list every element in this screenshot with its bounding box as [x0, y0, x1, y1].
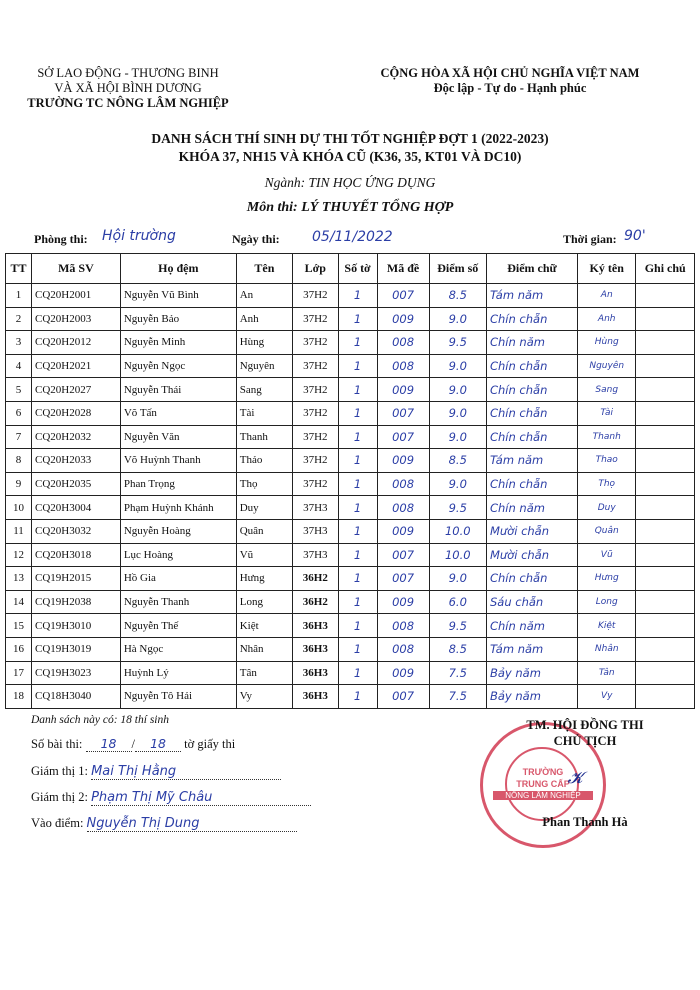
cell-note: [636, 614, 695, 638]
supervisor-1-signature: Mai Thị Hằng: [91, 764, 281, 780]
cell-student-id: CQ20H3018: [32, 543, 121, 567]
cell-surname: Nguyễn Bảo: [120, 307, 236, 331]
room-value: Hội trường: [102, 228, 176, 244]
cell-tt: 11: [6, 519, 32, 543]
column-header: Ghi chú: [636, 254, 695, 284]
cell-class: 36H3: [293, 637, 339, 661]
cell-first-name: Nhân: [236, 637, 292, 661]
cell-first-name: Tài: [236, 401, 292, 425]
cell-first-name: Duy: [236, 496, 292, 520]
cell-score-number: 9.0: [429, 378, 486, 402]
score-entry-line: [31, 816, 297, 832]
cell-tt: 4: [6, 354, 32, 378]
column-header: Điểm số: [429, 254, 486, 284]
cell-exam-code: 007: [377, 685, 429, 709]
cell-sheet-count: 1: [338, 567, 377, 591]
cell-first-name: An: [236, 284, 292, 308]
cell-score-words: Sáu chẵn: [486, 590, 577, 614]
supervisor-2-line: [31, 790, 311, 806]
cell-signature: Tài: [577, 401, 636, 425]
cell-tt: 1: [6, 284, 32, 308]
cell-first-name: Thảo: [236, 449, 292, 473]
cell-sheet-count: 1: [338, 496, 377, 520]
cell-score-number: 7.5: [429, 661, 486, 685]
cell-score-number: 9.5: [429, 496, 486, 520]
cell-surname: Võ Tấn: [120, 401, 236, 425]
cell-student-id: CQ20H2033: [32, 449, 121, 473]
cell-note: [636, 425, 695, 449]
table-row: [6, 284, 695, 308]
cell-exam-code: 007: [377, 567, 429, 591]
cell-surname: Nguyễn Hoàng: [120, 519, 236, 543]
table-row: [6, 543, 695, 567]
cell-score-number: 9.0: [429, 401, 486, 425]
cell-exam-code: 007: [377, 284, 429, 308]
table-row: [6, 472, 695, 496]
cell-tt: 14: [6, 590, 32, 614]
cell-sheet-count: 1: [338, 354, 377, 378]
table-row: [6, 449, 695, 473]
major-label: Ngành: TIN HỌC ỨNG DỤNG: [264, 175, 436, 190]
cell-first-name: Hưng: [236, 567, 292, 591]
cell-surname: Nguyễn Văn: [120, 425, 236, 449]
cell-sheet-count: 1: [338, 543, 377, 567]
table-row: [6, 590, 695, 614]
cell-surname: Nguyễn Tô Hải: [120, 685, 236, 709]
cell-sheet-count: 1: [338, 401, 377, 425]
cell-score-number: 8.5: [429, 284, 486, 308]
cell-signature: Vũ: [577, 543, 636, 567]
cell-exam-code: 009: [377, 661, 429, 685]
cell-score-words: Chín chẵn: [486, 401, 577, 425]
column-header: TT: [6, 254, 32, 284]
cell-note: [636, 496, 695, 520]
cell-note: [636, 401, 695, 425]
cell-score-words: Chín chẵn: [486, 354, 577, 378]
table-row: [6, 496, 695, 520]
cell-score-number: 9.0: [429, 354, 486, 378]
table-row: [6, 685, 695, 709]
cell-score-words: Chín chẵn: [486, 472, 577, 496]
cell-note: [636, 284, 695, 308]
cell-surname: Hà Ngọc: [120, 637, 236, 661]
cell-tt: 16: [6, 637, 32, 661]
cell-surname: Hồ Gia: [120, 567, 236, 591]
candidate-table: [5, 253, 695, 709]
cell-signature: Long: [577, 590, 636, 614]
cell-student-id: CQ18H3040: [32, 685, 121, 709]
cell-first-name: Tân: [236, 661, 292, 685]
cell-score-number: 9.5: [429, 614, 486, 638]
cell-surname: Nguyễn Minh: [120, 331, 236, 355]
cell-signature: Nguyên: [577, 354, 636, 378]
table-row: [6, 661, 695, 685]
cell-student-id: CQ19H3023: [32, 661, 121, 685]
cell-score-words: Chín năm: [486, 496, 577, 520]
supervisor-2-signature: Phạm Thị Mỹ Châu: [91, 790, 311, 806]
cell-sheet-count: 1: [338, 284, 377, 308]
council-title: TM. HỘI ĐỒNG THI: [526, 718, 644, 732]
cell-score-number: 9.0: [429, 472, 486, 496]
cell-student-id: CQ20H2001: [32, 284, 121, 308]
cell-signature: Hùng: [577, 331, 636, 355]
papers-label: Số bài thi:: [31, 737, 83, 751]
cell-student-id: CQ19H3010: [32, 614, 121, 638]
column-header: Ký tên: [577, 254, 636, 284]
cell-signature: Thọ: [577, 472, 636, 496]
seal-text-1: TRƯỜNG: [522, 767, 564, 777]
column-header: Điểm chữ: [486, 254, 577, 284]
cell-exam-code: 009: [377, 519, 429, 543]
table-body: [6, 284, 695, 709]
cell-signature: Quân: [577, 519, 636, 543]
date-value: 05/11/2022: [312, 229, 393, 245]
table-row: [6, 378, 695, 402]
cell-first-name: Quân: [236, 519, 292, 543]
supervisor-1-line: [31, 764, 281, 780]
cell-tt: 6: [6, 401, 32, 425]
cell-exam-code: 008: [377, 354, 429, 378]
cell-exam-code: 008: [377, 472, 429, 496]
chairman-name: Phan Thanh Hà: [542, 815, 628, 829]
cell-score-number: 6.0: [429, 590, 486, 614]
cell-score-number: 7.5: [429, 685, 486, 709]
cell-note: [636, 661, 695, 685]
cell-signature: Tân: [577, 661, 636, 685]
cell-class: 37H2: [293, 449, 339, 473]
cell-signature: Kiệt: [577, 614, 636, 638]
cell-student-id: CQ19H2038: [32, 590, 121, 614]
cell-exam-code: 007: [377, 425, 429, 449]
cell-note: [636, 449, 695, 473]
cell-class: 37H2: [293, 354, 339, 378]
cell-student-id: CQ20H3004: [32, 496, 121, 520]
motto: Độc lập - Tự do - Hạnh phúc: [433, 81, 587, 95]
cell-student-id: CQ20H2021: [32, 354, 121, 378]
cell-exam-code: 008: [377, 614, 429, 638]
cell-first-name: Anh: [236, 307, 292, 331]
table-row: [6, 425, 695, 449]
score-entry-label: Vào điểm:: [31, 816, 84, 830]
cell-first-name: Vy: [236, 685, 292, 709]
cell-exam-code: 008: [377, 496, 429, 520]
cell-score-words: Chín chẵn: [486, 425, 577, 449]
candidate-count-note: Danh sách này có: 18 thí sinh: [31, 714, 169, 726]
cell-class: 37H2: [293, 331, 339, 355]
table-row: [6, 331, 695, 355]
cell-score-number: 10.0: [429, 519, 486, 543]
cell-score-words: Chín năm: [486, 331, 577, 355]
cell-tt: 17: [6, 661, 32, 685]
cell-exam-code: 009: [377, 378, 429, 402]
column-header: Số tờ: [338, 254, 377, 284]
cell-exam-code: 008: [377, 331, 429, 355]
cell-note: [636, 472, 695, 496]
cell-tt: 15: [6, 614, 32, 638]
cell-score-words: Chín chẵn: [486, 307, 577, 331]
room-label: Phòng thi:: [34, 232, 88, 246]
papers-value-1: 18: [86, 736, 132, 752]
papers-count-line: Số bài thi: 18 / 18 tờ giấy thi: [31, 736, 236, 751]
cell-student-id: CQ19H3019: [32, 637, 121, 661]
cell-score-words: Tám năm: [486, 637, 577, 661]
cell-note: [636, 519, 695, 543]
cell-tt: 3: [6, 331, 32, 355]
table-header-row: [6, 254, 695, 284]
cell-student-id: CQ20H3032: [32, 519, 121, 543]
school-name: TRƯỜNG TC NÔNG LÂM NGHIỆP: [27, 96, 229, 110]
cell-student-id: CQ20H2012: [32, 331, 121, 355]
cell-class: 37H3: [293, 543, 339, 567]
table-row: [6, 354, 695, 378]
cell-first-name: Thọ: [236, 472, 292, 496]
cell-class: 36H3: [293, 685, 339, 709]
cell-surname: Nguyễn Ngọc: [120, 354, 236, 378]
cell-score-number: 8.5: [429, 637, 486, 661]
cell-exam-code: 009: [377, 590, 429, 614]
cell-class: 37H2: [293, 378, 339, 402]
cell-class: 37H2: [293, 284, 339, 308]
cell-surname: Nguyễn Thái: [120, 378, 236, 402]
cell-score-number: 9.0: [429, 425, 486, 449]
column-header: Mã SV: [32, 254, 121, 284]
cell-note: [636, 331, 695, 355]
time-label: Thời gian:: [563, 232, 617, 246]
cell-sheet-count: 1: [338, 307, 377, 331]
cell-sheet-count: 1: [338, 449, 377, 473]
cell-student-id: CQ20H2032: [32, 425, 121, 449]
cell-surname: Võ Huỳnh Thanh: [120, 449, 236, 473]
cell-signature: Sang: [577, 378, 636, 402]
cell-class: 36H2: [293, 590, 339, 614]
cell-score-number: 9.0: [429, 307, 486, 331]
cell-surname: Huỳnh Lý: [120, 661, 236, 685]
cell-student-id: CQ20H2028: [32, 401, 121, 425]
cell-class: 37H2: [293, 425, 339, 449]
cell-class: 37H2: [293, 401, 339, 425]
cell-exam-code: 007: [377, 543, 429, 567]
cell-score-words: Chín chẵn: [486, 378, 577, 402]
cell-sheet-count: 1: [338, 685, 377, 709]
cell-class: 37H3: [293, 496, 339, 520]
cell-score-words: Tám năm: [486, 284, 577, 308]
cell-note: [636, 354, 695, 378]
cell-first-name: Vũ: [236, 543, 292, 567]
cell-score-words: Tám năm: [486, 449, 577, 473]
table-row: [6, 614, 695, 638]
seal-text-3: NÔNG LÂM NGHIỆP: [493, 791, 593, 800]
cell-class: 36H3: [293, 661, 339, 685]
agency-line-2: VÀ XÃ HỘI BÌNH DƯƠNG: [54, 81, 202, 95]
cell-note: [636, 567, 695, 591]
cell-signature: Thao: [577, 449, 636, 473]
cell-exam-code: 007: [377, 401, 429, 425]
cell-class: 37H2: [293, 307, 339, 331]
cell-student-id: CQ20H2035: [32, 472, 121, 496]
cell-exam-code: 008: [377, 637, 429, 661]
cell-first-name: Thanh: [236, 425, 292, 449]
cell-note: [636, 685, 695, 709]
cell-score-words: Mười chẵn: [486, 519, 577, 543]
cell-tt: 7: [6, 425, 32, 449]
agency-block: [18, 66, 238, 111]
cell-score-number: 10.0: [429, 543, 486, 567]
cell-class: 37H2: [293, 472, 339, 496]
score-entry-signature: Nguyễn Thị Dung: [87, 816, 297, 832]
cell-student-id: CQ20H2003: [32, 307, 121, 331]
national-motto: [340, 66, 680, 96]
cell-note: [636, 543, 695, 567]
country-name: CỘNG HÒA XÃ HỘI CHỦ NGHĨA VIỆT NAM: [380, 66, 640, 80]
cell-score-words: Chín chẵn: [486, 567, 577, 591]
cell-score-number: 9.5: [429, 331, 486, 355]
cell-signature: An: [577, 284, 636, 308]
cell-class: 36H2: [293, 567, 339, 591]
agency-line-1: SỞ LAO ĐỘNG - THƯƠNG BINH: [37, 66, 219, 80]
cell-first-name: Nguyên: [236, 354, 292, 378]
cell-score-words: Mười chẵn: [486, 543, 577, 567]
cell-signature: Nhân: [577, 637, 636, 661]
table-row: [6, 637, 695, 661]
cell-sheet-count: 1: [338, 425, 377, 449]
cell-first-name: Long: [236, 590, 292, 614]
cell-signature: Duy: [577, 496, 636, 520]
cell-note: [636, 307, 695, 331]
supervisor-2-label: Giám thị 2:: [31, 790, 88, 804]
cell-score-number: 8.5: [429, 449, 486, 473]
cell-student-id: CQ20H2027: [32, 378, 121, 402]
cell-sheet-count: 1: [338, 378, 377, 402]
cell-tt: 18: [6, 685, 32, 709]
cell-surname: Lục Hoàng: [120, 543, 236, 567]
column-header: Mã đề: [377, 254, 429, 284]
cell-score-number: 9.0: [429, 567, 486, 591]
cell-first-name: Sang: [236, 378, 292, 402]
cell-sheet-count: 1: [338, 590, 377, 614]
column-header: Lớp: [293, 254, 339, 284]
cell-note: [636, 590, 695, 614]
cell-signature: Vy: [577, 685, 636, 709]
chairman-signature-mark: 𝓚: [567, 768, 583, 787]
cell-tt: 9: [6, 472, 32, 496]
supervisor-1-label: Giám thị 1:: [31, 764, 88, 778]
cell-exam-code: 009: [377, 307, 429, 331]
papers-suffix: tờ giấy thi: [184, 737, 236, 751]
cell-tt: 5: [6, 378, 32, 402]
cell-first-name: Hùng: [236, 331, 292, 355]
cell-surname: Nguyễn Thế: [120, 614, 236, 638]
cell-signature: Anh: [577, 307, 636, 331]
cell-first-name: Kiệt: [236, 614, 292, 638]
cell-class: 36H3: [293, 614, 339, 638]
date-label: Ngày thi:: [232, 232, 280, 246]
doc-title-line-2: KHÓA 37, NH15 VÀ KHÓA CŨ (K36, 35, KT01 VÀ DC10): [178, 149, 522, 164]
column-header: Tên: [236, 254, 292, 284]
cell-signature: Hưng: [577, 567, 636, 591]
cell-tt: 12: [6, 543, 32, 567]
cell-sheet-count: 1: [338, 519, 377, 543]
seal-text-2: TRUNG CẤP: [516, 779, 570, 789]
cell-surname: Phạm Huỳnh Khánh: [120, 496, 236, 520]
cell-sheet-count: 1: [338, 661, 377, 685]
cell-tt: 8: [6, 449, 32, 473]
cell-exam-code: 009: [377, 449, 429, 473]
table-row: [6, 401, 695, 425]
table-row: [6, 307, 695, 331]
table-row: [6, 567, 695, 591]
cell-surname: Nguyễn Vũ Bình: [120, 284, 236, 308]
papers-value-2: 18: [135, 736, 181, 752]
cell-surname: Phan Trọng: [120, 472, 236, 496]
cell-sheet-count: 1: [338, 614, 377, 638]
cell-signature: Thanh: [577, 425, 636, 449]
cell-tt: 10: [6, 496, 32, 520]
council-chair-title: CHỦ TỊCH: [553, 734, 617, 748]
cell-tt: 13: [6, 567, 32, 591]
cell-score-words: Bảy năm: [486, 685, 577, 709]
cell-note: [636, 378, 695, 402]
doc-title-line-1: DANH SÁCH THÍ SINH DỰ THI TỐT NGHIỆP ĐỢT 1 (2022-2023): [151, 131, 549, 146]
cell-tt: 2: [6, 307, 32, 331]
cell-sheet-count: 1: [338, 637, 377, 661]
column-header: Họ đệm: [120, 254, 236, 284]
cell-score-words: Chín năm: [486, 614, 577, 638]
table-row: [6, 519, 695, 543]
cell-note: [636, 637, 695, 661]
cell-score-words: Bảy năm: [486, 661, 577, 685]
subject-label: Môn thi: LÝ THUYẾT TỔNG HỢP: [246, 200, 454, 215]
cell-sheet-count: 1: [338, 472, 377, 496]
cell-class: 37H3: [293, 519, 339, 543]
time-value: 90': [624, 228, 646, 244]
cell-surname: Nguyễn Thanh: [120, 590, 236, 614]
cell-student-id: CQ19H2015: [32, 567, 121, 591]
cell-sheet-count: 1: [338, 331, 377, 355]
